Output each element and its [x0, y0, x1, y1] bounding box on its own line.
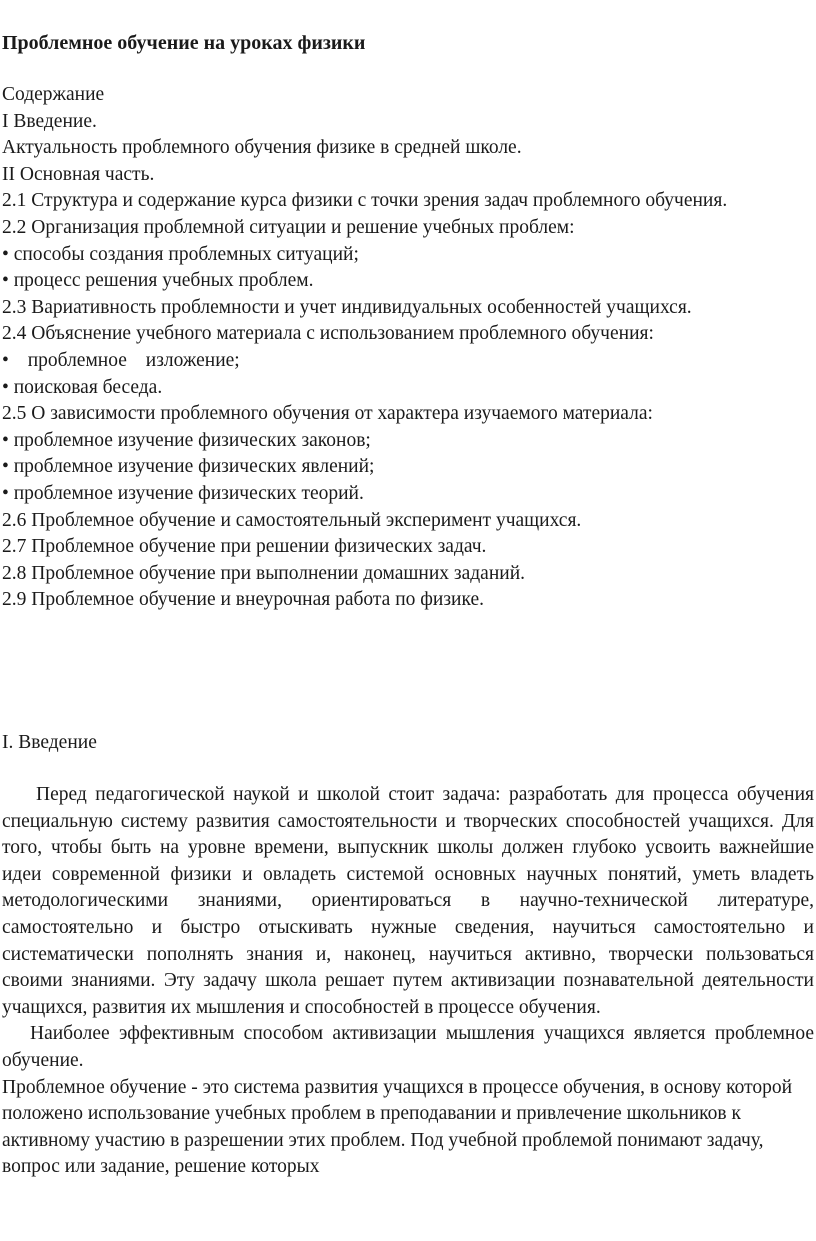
toc-item: • проблемное изложение;: [2, 349, 240, 371]
paragraph: Наиболее эффективным способом активизации мышления учащихся является проблемное обучение.: [2, 1023, 814, 1071]
document-title: Проблемное обучение на уроках физики: [2, 32, 366, 54]
toc-item: 2.1 Структура и содержание курса физики с точки зрения задач проблемного обучения.: [2, 190, 728, 212]
toc-item: Актуальность проблемного обучения физике в средней школе.: [2, 137, 522, 159]
introduction-body: [2, 782, 814, 1181]
toc-item: • способы создания проблемных ситуаций;: [2, 243, 359, 265]
toc-item: • проблемное изучение физических законов;: [2, 429, 371, 451]
toc-item: 2.8 Проблемное обучение при выполнении домашних заданий.: [2, 562, 526, 584]
toc-item: II Основная часть.: [2, 163, 155, 185]
toc-item: • проблемное изучение физических явлений;: [2, 456, 375, 478]
toc-item: 2.6 Проблемное обучение и самостоятельный эксперимент учащихся.: [2, 509, 582, 531]
toc-item: • процесс решения учебных проблем.: [2, 270, 314, 292]
toc-item: 2.4 Объяснение учебного материала с использованием проблемного обучения:: [2, 323, 654, 345]
paragraph: Перед педагогической наукой и школой стоит задача: разработать для процесса обучения специальную систему развития самостоятельности и творческих способностей учащихся. Для того, чтобы быть на уровне времени, выпускник школы должен глубоко усвоить важнейшие идеи современной физики и овладеть системой основных научных понятий, уметь владеть методологическими знаниями, ориентироваться в научно-технической литературе, самостоятельно и быстро отыскивать нужные сведения, научиться самостоятельно и систематически пополнять знания и, наконец, научиться активно, творчески пользоваться своими знаниями. Эту задачу школа решает путем активизации познавательной деятельности учащихся, развития их мышления и способностей в процессе обучения.: [2, 784, 814, 1018]
toc-item: 2.5 О зависимости проблемного обучения от характера изучаемого материала:: [2, 403, 653, 425]
toc-item: 2.2 Организация проблемной ситуации и решение учебных проблем:: [2, 216, 575, 238]
toc-item: 2.9 Проблемное обучение и внеурочная работа по физике.: [2, 589, 484, 611]
toc-item: I Введение.: [2, 110, 97, 132]
section-heading-introduction: I. Введение: [2, 732, 97, 753]
toc-item: • проблемное изучение физических теорий.: [2, 482, 364, 504]
toc-item: 2.7 Проблемное обучение при решении физических задач.: [2, 536, 487, 558]
table-of-contents: [2, 82, 814, 614]
paragraph: Проблемное обучение - это система развития учащихся в процессе обучения, в основу которой положено использование учебных проблем в преподавании и привлечение школьников к активному участию в разрешении этих проблем. Под учебной проблемой понимают задачу, вопрос или задание, решение которых: [2, 1076, 793, 1178]
toc-item: • поисковая беседа.: [2, 376, 163, 398]
toc-heading: Содержание: [2, 84, 105, 105]
toc-item: 2.3 Вариативность проблемности и учет индивидуальных особенностей учащихся.: [2, 296, 692, 318]
